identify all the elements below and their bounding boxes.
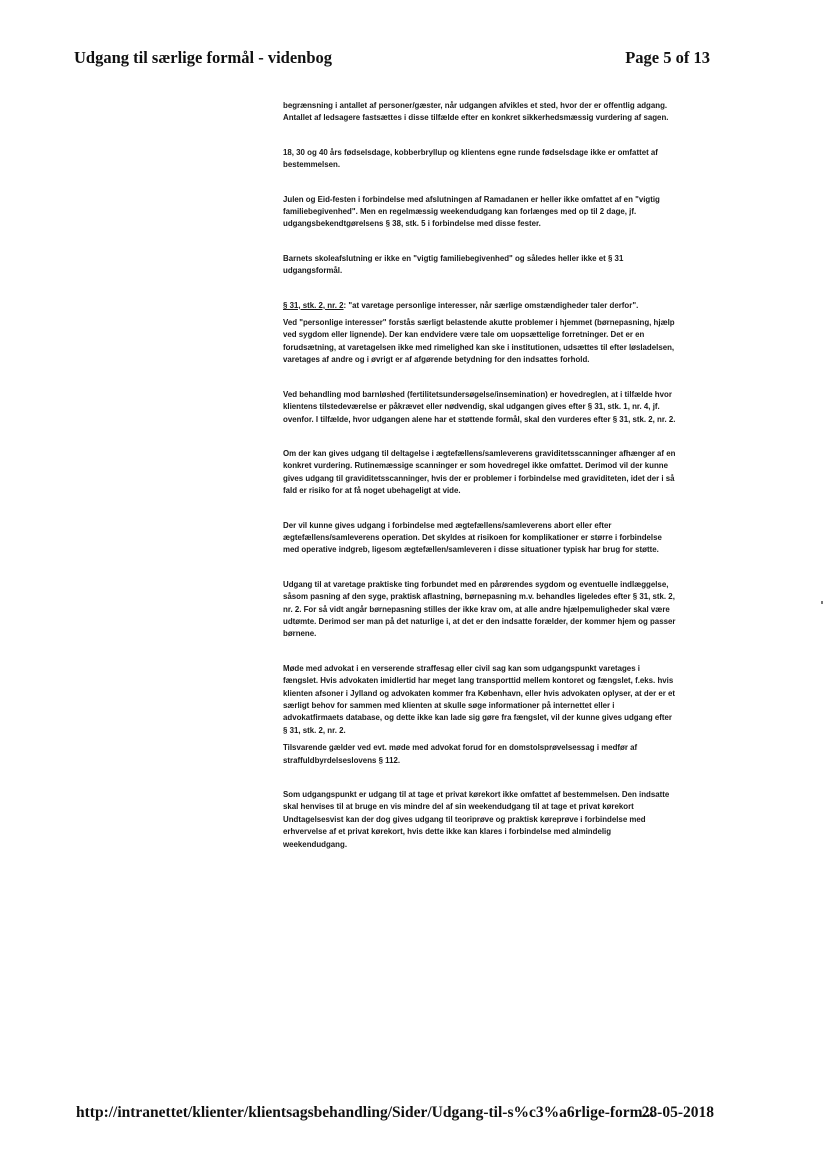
page-number: Page 5 of 13 <box>625 48 710 67</box>
paragraph-limit-guests: begrænsning i antallet af personer/gæster, når udgangen afvikles et sted, hvor der er offentlig adgang. Antallet af ledsagere fastsættes i disse tilfælde efter en konkret sikkerhedsmæssig vurdering af sagen. <box>283 101 669 123</box>
paragraph-personal-interests: Ved "personlige interesser" forstås særligt belastende akutte problemer i hjemmet (børnepasning, hjælp ved sygdom eller lignende). Der kan endvidere være tale om uopsættelige forretninger. Det er en forudsætning, at varetagelsen ikke med rimelighed kan ske i institutionen, udsættes til efter løsladelsen, varetages af andre og i øvrigt er af afgørende betydning for den indsattes forhold. <box>283 318 675 365</box>
paragraph-lawyer-meeting: Møde med advokat i en verserende straffesag eller civil sag kan som udgangspunkt varetages i fængslet. Hvis advokaten imidlertid har meget lang transporttid mellem kontoret og fængslet, f.eks. hvis klienten afsoner i Jylland og advokaten kommer fra København, eller hvis advokaten oplyser, at der er et særligt behov for sammen med klienten at skulle søge informationer på internettet eller i advokatfirmaets database, og dette ikke kan lade sig gøre fra fængslet, vil der kunne gives udgang efter § 31, stk. 2, nr. 2. <box>283 663 676 735</box>
paragraph-pregnancy-scans: Om der kan gives udgang til deltagelse i ægtefællens/samleverens graviditetsscanninger afhænger af en konkret vurdering. Rutinemæssige scanninger er som hovedregel ikke omfattet. Derimod vil der kunne gives udgang til graviditetsscanninger, hvis der er problemer i forbindelse med graviditeten, idet der i så fald er risiko for at få noget ubehageligt at vide. <box>283 448 676 496</box>
page-footer <box>76 1104 716 1128</box>
page-header <box>74 48 714 72</box>
document-body <box>283 100 676 851</box>
paragraph-holidays: Julen og Eid-festen i forbindelse med afslutningen af Ramadanen er heller ikke omfattet af en "vigtig familiebegivenhed". Men en regelmæssig weekendudgang kan forlænges med op til 2 dage, jf. udgangsbekendtgørelsens § 38, stk. 5 i forbindelse med disse fester. <box>283 194 660 229</box>
paragraph-driving-license: Som udgangspunkt er udgang til at tage et privat kørekort ikke omfattet af bestemmelsen. Den indsatte skal henvises til at bruge en vis mindre del af sin weekendudgang til at tage et privat kørekort Undtagelsesvist kan der dog gives udgang til teoriprøve og praktisk køreprøve i forbindelse med erhvervelse af et privat kørekort, hvis dette ikke kan klares i forbindelse med almindelig weekendudgang. <box>283 790 670 849</box>
paragraph-fertility: Ved behandling mod barnløshed (fertilitetsundersøgelse/insemination) er hovedreglen, at i tilfælde hvor klientens tilstedeværelse er påkrævet eller nødvendig, skal udgangen gives efter § 31, stk. 1, nr. 4, jf. ovenfor. I tilfælde, hvor udgangen alene har et støttende formål, skal den vurderes efter § 31, stk. 2, nr. 2. <box>283 389 676 424</box>
document-title: Udgang til særlige formål - videnbog <box>74 48 333 67</box>
paragraph-court-review: Tilsvarende gælder ved evt. møde med advokat forud for en domstolsprøvelsessag i medfør af straffuldbyrdelseslovens § 112. <box>283 743 638 765</box>
footer-url: http://intranettet/klienter/klientsagsbehandling/Sider/Udgang-til-s%c3%a6rlige-form... <box>76 1104 655 1121</box>
section-heading <box>283 300 676 312</box>
paragraph-relative-illness: Udgang til at varetage praktiske ting forbundet med en pårørendes sygdom og eventuelle indlæggelse, såsom pasning af den syge, praktisk aflastning, børnepasning m.v. behandles ligeledes efter § 31, stk. 2, nr. 2. For så vidt angår børnepasning stilles der ikke krav om, at alle andre hjælpemuligheder skal være udtømte. Derimod ser man på det naturlige i, at det er den indsatte forælder, der kommer hjem og passer børnene. <box>283 579 676 639</box>
footer-date: 28-05-2018 <box>641 1104 714 1121</box>
section-reference: § 31, stk. 2, nr. 2 <box>283 300 344 310</box>
paragraph-abortion-operation: Der vil kunne gives udgang i forbindelse med ægtefællens/samleverens abort eller efter ægtefællens/samleverens operation. Det skyldes at risikoen for komplikationer er større i forbindelse med operative indgreb, ligesom ægtefællen/samleveren i disse situationer typisk har brug for støtte. <box>283 520 662 555</box>
scan-speck <box>821 601 823 604</box>
paragraph-birthdays: 18, 30 og 40 års fødselsdage, kobberbryllup og klientens egne runde fødselsdage ikke er omfattet af bestemmelsen. <box>283 147 658 170</box>
section-quote: : "at varetage personlige interesser, når særlige omstændigheder taler derfor". <box>343 300 639 310</box>
paragraph-school-graduation: Barnets skoleafslutning er ikke en "vigtig familiebegivenhed" og således heller ikke et § 31 udgangsformål. <box>283 253 624 276</box>
